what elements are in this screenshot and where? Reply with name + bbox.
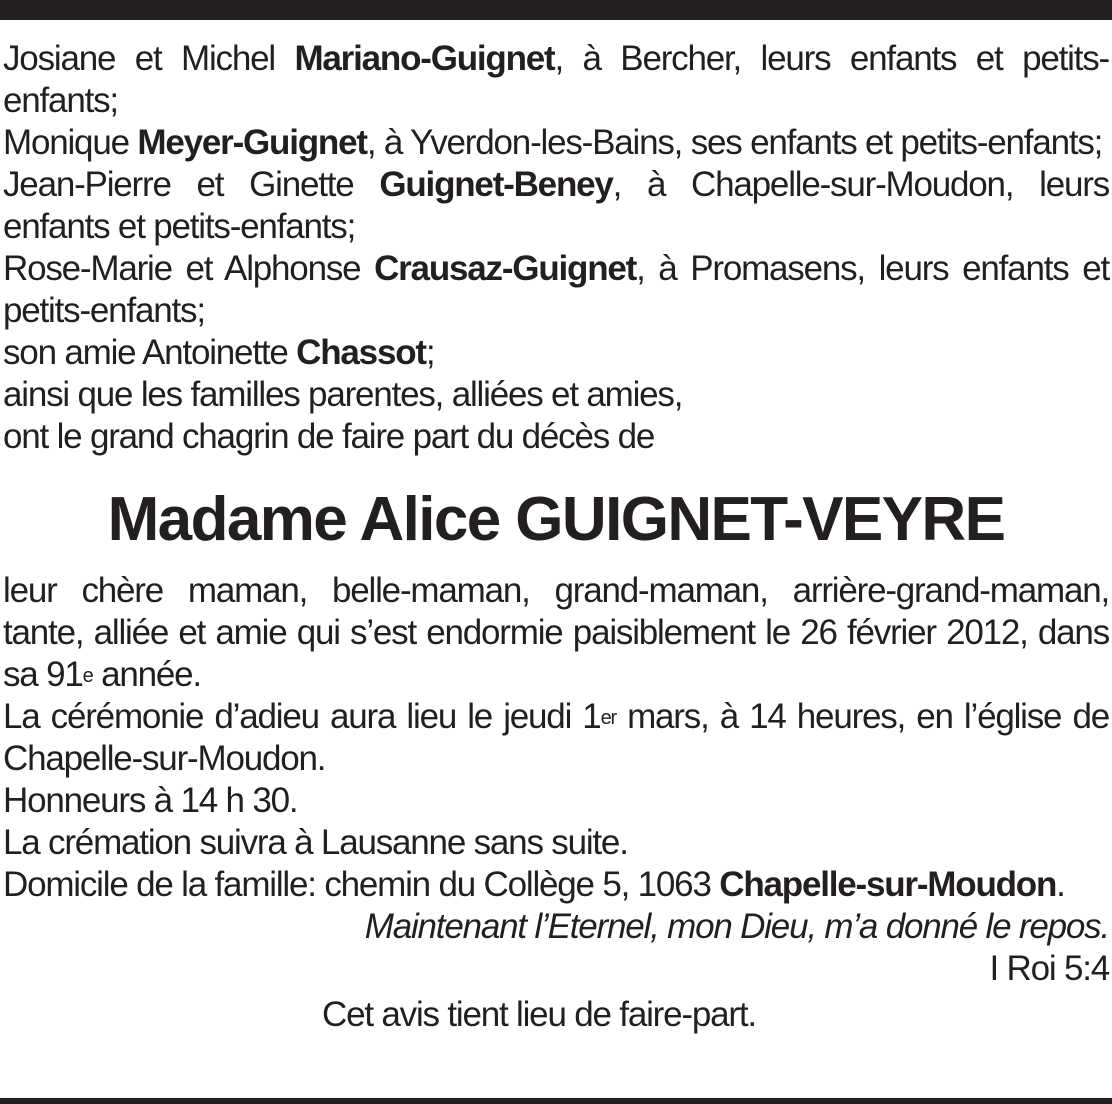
family-name: Meyer-Guignet [137,123,367,162]
bible-reference: I Roi 5:4 [989,949,1109,988]
family-name: Chassot [296,333,426,372]
family-line-5: son amie Antoinette Chassot; [3,333,435,372]
description: leur chère maman, belle-maman, grand-maman, arrière-grand-maman, tante, alliée et amie qui s’est endormie paisiblement le 26 février 2012, dans sa 91e année. [3,571,1109,694]
intro-line-1: ainsi que les familles parentes, alliées et amies, [3,375,683,414]
family-list [3,38,1109,458]
closing-note: Cet avis tient lieu de faire-part. [322,995,756,1034]
obituary-notice [3,38,1109,1036]
honours-info: Honneurs à 14 h 30. [3,781,298,820]
family-line-4: Rose-Marie et Alphonse Crausaz-Guignet, à Promasens, leurs enfants et petits-enfants; [3,249,1109,330]
family-line-3: Jean-Pierre et Ginette Guignet-Beney, à Chapelle-sur-Moudon, leurs enfants et petits-enfants; [3,165,1109,246]
bible-quote: Maintenant l’Eternel, mon Dieu, m’a donné le repos. [364,907,1109,946]
family-name: Guignet-Beney [379,165,613,204]
details [3,570,1109,906]
family-name: Mariano-Guignet [294,39,555,78]
verse-block [322,906,1109,1036]
ceremony-info: La cérémonie d’adieu aura lieu le jeudi 1er mars, à 14 heures, en l’église de Chapelle-sur-Moudon. [3,697,1109,778]
domicile-info: Domicile de la famille: chemin du Collège 5, 1063 Chapelle-sur-Moudon. [3,865,1065,904]
domicile-place: Chapelle-sur-Moudon [719,865,1057,904]
family-line-2: Monique Meyer-Guignet, à Yverdon-les-Bains, ses enfants et petits-enfants; [3,123,1103,162]
top-rule [0,0,1112,20]
bottom-rule [0,1098,1112,1104]
deceased-name: Madame Alice GUIGNET-VEYRE [107,485,1005,554]
cremation-info: La crémation suivra à Lausanne sans suite. [3,823,628,862]
family-line-1: Josiane et Michel Mariano-Guignet, à Bercher, leurs enfants et petits-enfants; [3,39,1109,120]
family-name: Crausaz-Guignet [374,249,637,288]
intro-line-2: ont le grand chagrin de faire part du décès de [3,417,655,456]
